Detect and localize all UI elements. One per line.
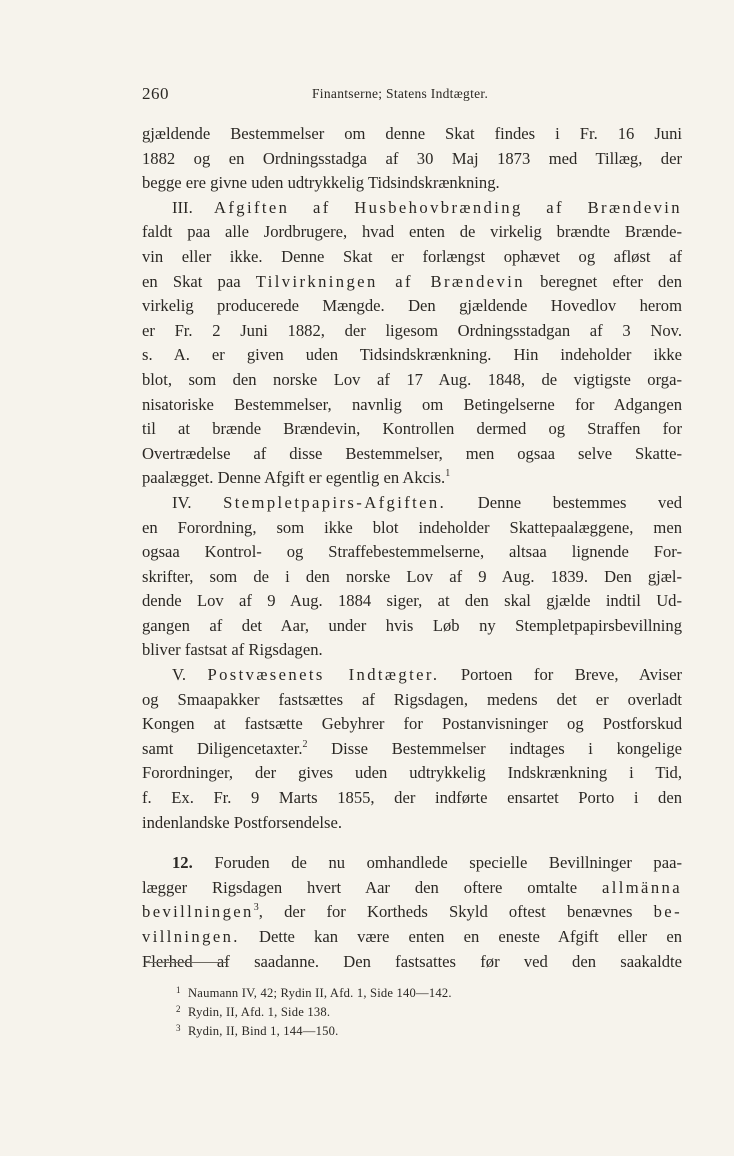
text-line: til at brænde Brændevin, Kontrollen dermed og Straffen for [142, 419, 682, 439]
text-line [142, 900, 682, 925]
text-line: en Forordning, som ikke blot indeholder Skattepaalæggene, men [142, 517, 682, 537]
footnote-text: Naumann IV, 42; Rydin II, Afd. 1, Side 140—142. [188, 986, 452, 1000]
section-numeral: III. [172, 197, 193, 217]
text-line: begge ere givne uden udtrykkelig Tidsindskrænkning. [142, 173, 500, 193]
text-line: faldt paa alle Jordbrugere, hvad enten de virkelig brændte Brænde- [142, 222, 682, 242]
text-span: Denne bestemmes ved [477, 492, 682, 512]
text-line: Forordninger, der gives uden udtrykkelig Indskrænkning i Tid, [142, 763, 682, 783]
page-number: 260 [142, 84, 169, 103]
footnote: 1 Naumann IV, 42; Rydin II, Afd. 1, Side 140—142. [176, 985, 452, 1000]
text-line: ogsaa Kontrol- og Straffebestemmelserne, altsaa lignende For- [142, 542, 682, 562]
text-span: Disse Bestemmelser indtages i kongelige [331, 738, 682, 758]
footnote: 2 Rydin, II, Afd. 1, Side 138. [176, 1004, 331, 1019]
section-heading-line [142, 491, 682, 516]
paragraph-gap [142, 835, 682, 851]
section-title: Postvæsenets Indtægter. [207, 665, 440, 685]
text-line: skrifter, som de i den norske Lov af 9 Aug. 1839. Den gjæl- [142, 566, 682, 586]
text-line: gangen af det Aar, under hvis Løb ny Stempletpapirsbevillning [142, 615, 682, 635]
footnote: 3 Rydin, II, Bind 1, 144—150. [176, 1023, 339, 1038]
text-line: indenlandske Postforsendelse. [142, 812, 343, 832]
emphasis-text: allmänna [601, 877, 682, 897]
footnote-ref: 3 [253, 902, 259, 914]
section-heading-line [142, 851, 682, 876]
footnote-ref: 1 [445, 468, 451, 480]
text-span: beregnet efter den [540, 271, 683, 291]
section-numeral: IV. [172, 492, 192, 512]
section-number: 12. [172, 853, 193, 873]
body-text [142, 122, 682, 974]
footnotes [176, 984, 596, 1041]
section-numeral: V. [172, 665, 186, 685]
text-line: gjældende Bestemmelser om denne Skat findes i Fr. 16 Juni [142, 124, 682, 143]
text-span: paalægget. Denne Afgift er egentlig en Akcis. [142, 468, 446, 488]
footnote-text: Rydin, II, Afd. 1, Side 138. [188, 1005, 331, 1019]
section-title: Afgiften af Husbehovbrænding af Brændevin [213, 197, 682, 217]
text-span: en Skat paa [142, 271, 241, 291]
text-line [142, 737, 682, 762]
text-line [142, 270, 682, 295]
text-line [142, 925, 682, 950]
text-line [142, 466, 682, 491]
text-span: samt Diligencetaxter. [142, 738, 303, 758]
text-line: nisatoriske Bestemmelser, navnlig om Betingelserne for Adgangen [142, 394, 682, 414]
section-title: Stempletpapirs-Afgiften. [223, 492, 447, 512]
text-span: lægger Rigsdagen hvert Aar den oftere omtalte [142, 877, 578, 897]
text-line: virkelig producerede Mængde. Den gjældende Hovedlov herom [142, 296, 682, 316]
text-line: og Smaapakker fastsættes af Rigsdagen, medens det er overladt [142, 689, 682, 709]
text-line: f. Ex. Fr. 9 Marts 1855, der indførte ensartet Porto i den [142, 788, 682, 808]
text-span: , der for Kortheds Skyld oftest benævnes [258, 902, 633, 922]
page-header [142, 84, 682, 108]
section-heading-line [142, 663, 682, 688]
emphasis-text: be- [653, 902, 682, 922]
text-line: vin eller ikke. Denne Skat er forlængst ophævet og afløst af [142, 246, 682, 266]
text-line [142, 876, 682, 901]
text-line: 1882 og en Ordningsstadga af 30 Maj 1873 med Tillæg, der [142, 148, 682, 168]
text-line: Overtrædelse af disse Bestemmelser, men ogsaa selve Skatte- [142, 443, 682, 463]
text-line: Kongen at fastsætte Gebyhrer for Postanvisninger og Postforskud [142, 714, 682, 734]
footnote-ref: 2 [302, 738, 308, 750]
emphasis-text: Tilvirkningen af Brændevin [255, 271, 525, 291]
section-heading-line [142, 196, 682, 221]
text-line: blot, som den norske Lov af 17 Aug. 1848, de vigtigste orga- [142, 369, 682, 389]
running-title: Finantserne; Statens Indtægter. [312, 86, 489, 101]
text-line: er Fr. 2 Juni 1882, der ligesom Ordningsstadgan af 3 Nov. [142, 320, 682, 340]
text-line: dende Lov af 9 Aug. 1884 siger, at den skal gjælde indtil Ud- [142, 591, 682, 611]
text-span: Portoen for Breve, Aviser [460, 665, 682, 685]
emphasis-text: bevillningen [142, 902, 254, 922]
text-span: Foruden de nu omhandlede specielle Bevillninger paa- [214, 853, 682, 873]
emphasis-text: villningen. [142, 927, 240, 946]
text-line: Flerhed af saadanne. Den fastsattes før ved den saakaldte [142, 951, 682, 971]
text-span: Dette kan være enten en eneste Afgift eller en [258, 927, 682, 946]
text-line: s. A. er given uden Tidsindskrænkning. Hin indeholder ikke [142, 345, 682, 365]
footnote-divider [146, 962, 228, 963]
text-line: bliver fastsat af Rigsdagen. [142, 640, 323, 660]
footnote-text: Rydin, II, Bind 1, 144—150. [188, 1024, 339, 1038]
